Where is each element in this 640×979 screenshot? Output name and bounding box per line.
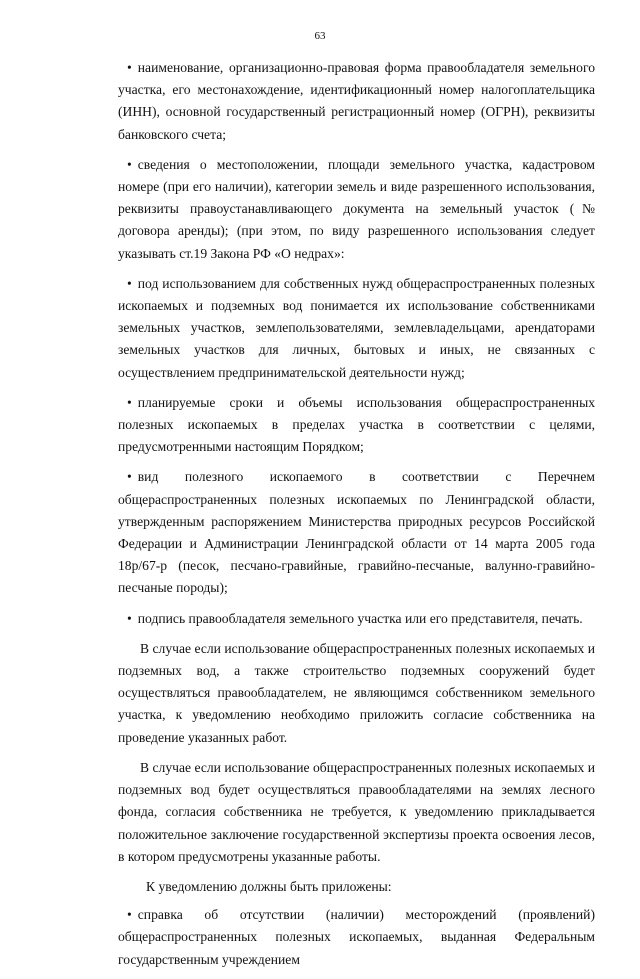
bullet-item (118, 466, 595, 599)
bullet-text: под использованием для собственных нужд общераспространенных полезных ископаемых и подземных вод понимается их использование собственниками земельных участков, землепользователями, землевладельцами, арендаторами земельных участков для личных, бытовых и иных, не связанных с осуществлением предпринимательской деятельности нужд; (118, 275, 595, 380)
bullet-text: наименование, организационно-правовая форма правообладателя земельного участка, его местонахождение, идентификационный номер налогоплательщика (ИНН), основной государственный регистрационный номер (ОГРН), реквизиты банковского счета; (118, 60, 595, 142)
bullet-text: планируемые сроки и объемы использования общераспространенных полезных ископаемых в пределах участка в соответствии с целями, предусмотренными настоящим Порядком; (118, 394, 595, 455)
bullet-text: вид полезного ископаемого в соответствии с Перечнем общераспространенных полезных ископаемых по Ленинградской области, утвержденным распоряжением Министерства природных ресурсов Российской Федерации и Администрации Ленинградской области от 14 марта 2005 года 18р/67-р (песок, песчано-гравийные, гравийно-песчаные, валунно-гравийно-песчаные породы); (118, 469, 595, 596)
bullet-text: подпись правообладателя земельного участка или его представителя, печать. (137, 610, 583, 626)
bullet-marker: • (127, 60, 132, 75)
body-paragraph: В случае если использование общераспространенных полезных ископаемых и подземных вод будет осуществляться правообладателями на землях лесного фонда, согласия собственника не требуется, к уведомлению прикладывается положительное заключение государственной экспертизы проекта освоения лесов, в котором предусмотрены указанные работы. (118, 759, 595, 864)
bullet-marker: • (127, 610, 132, 626)
bullet-item (118, 392, 595, 459)
bullet-item (118, 904, 595, 971)
bullet-marker: • (127, 156, 132, 172)
bullet-text: сведения о местоположении, площади земельного участка, кадастровом номере (при его наличии), категории земель и виде разрешенного использования, реквизиты правоустанавливающего документа на земельный участок (№ договора аренды); (при этом, по виду разрешенного использования следует указывать ст.19 Закона РФ «О недрах»: (118, 156, 595, 261)
bullet-item (118, 154, 595, 265)
bullet-item (118, 57, 595, 146)
bullet-marker: • (127, 469, 132, 485)
body-paragraph: В случае если использование общераспространенных полезных ископаемых и подземных вод, а также строительство подземных сооружений будет осуществляться правообладателем, не являющимся собственником земельного участка, к уведомлению необходимо приложить согласие собственника на проведение указанных работ. (118, 640, 595, 745)
page-number: 63 (314, 30, 326, 42)
bullet-marker: • (127, 394, 132, 410)
bullet-marker: • (127, 275, 132, 291)
bullet-item (118, 608, 595, 630)
bullet-item (118, 273, 595, 384)
bullet-text: справка об отсутствии (наличии) месторождений (проявлений) общераспространенных полезных ископаемых, выданная Федеральным государственным учреждением (118, 907, 595, 967)
bullet-marker: • (127, 907, 132, 923)
document-body (118, 57, 595, 979)
attachments-heading: К уведомлению должны быть приложены: (146, 878, 392, 894)
